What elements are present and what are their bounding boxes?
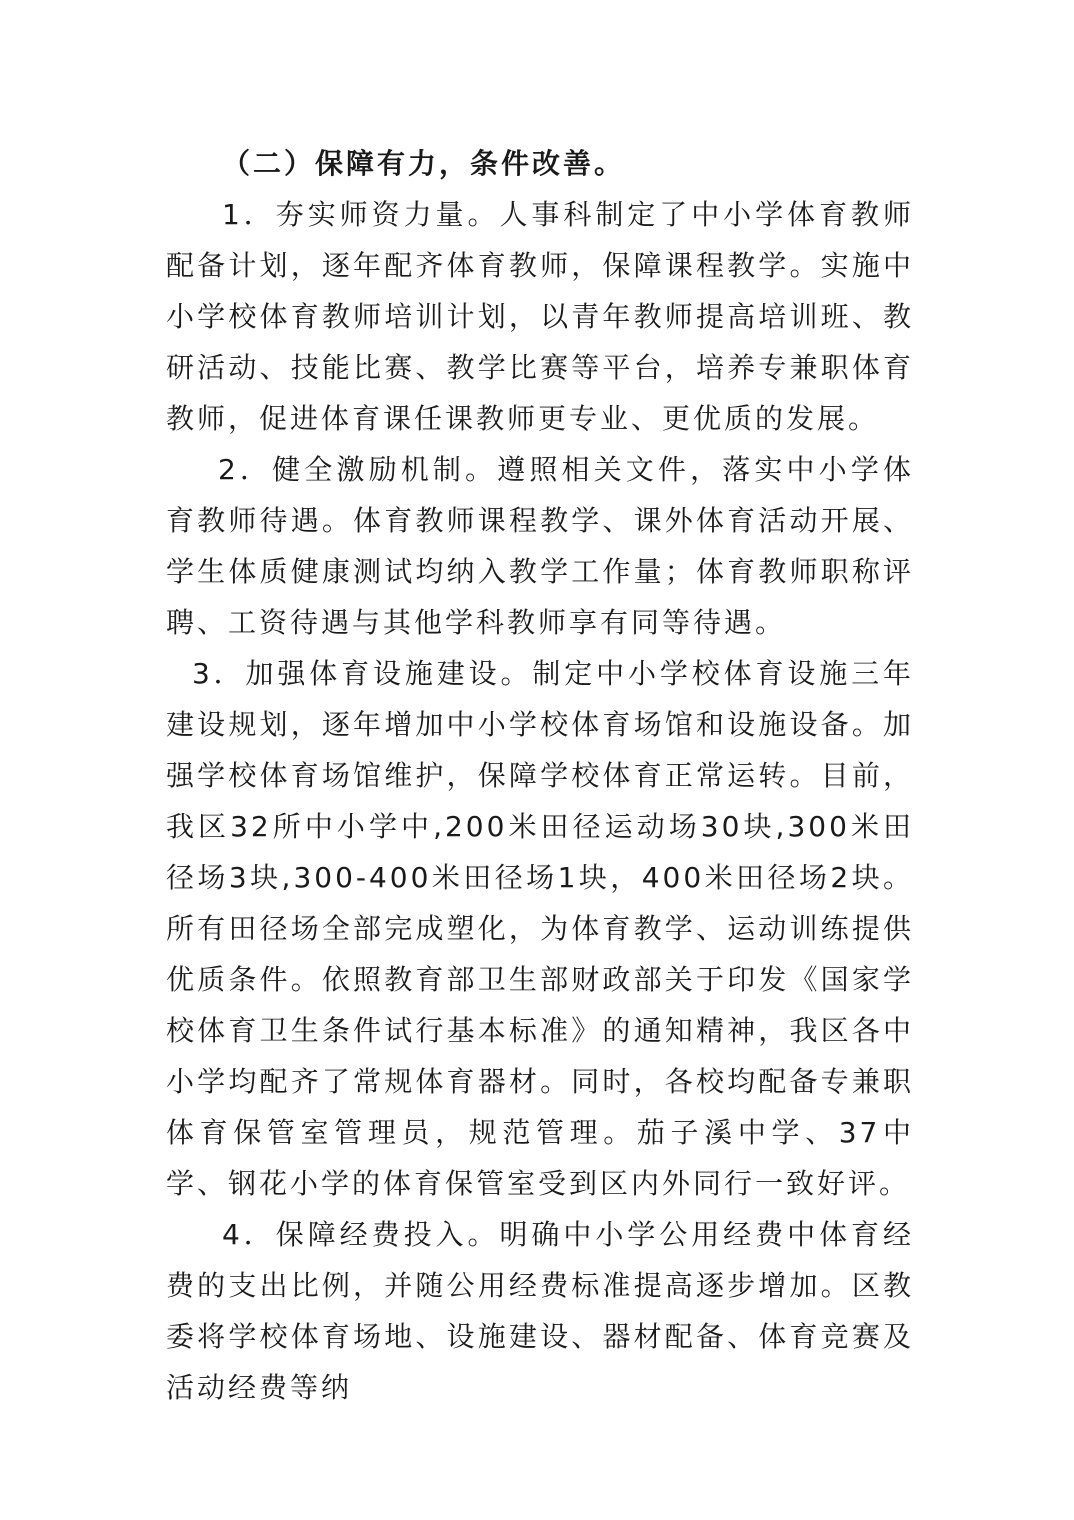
paragraph-teacher-strength: 1．夯实师资力量。人事科制定了中小学体育教师配备计划，逐年配齐体育教师，保障课程教学。实施中小学校体育教师培训计划，以青年教师提高培训班、教研活动、技能比赛、教学比赛等平台，培养专兼职体育教师，促进体育课任课教师更专业、更优质的发展。	[166, 198, 914, 435]
paragraph-facility-construction: 3．加强体育设施建设。制定中小学校体育设施三年建设规划，逐年增加中小学校体育场馆和设施设备。加强学校体育场馆维护，保障学校体育正常运转。目前，我区32所中小学中,200米田径运动场30块,300米田径场3块,300-400米田径场1块，400米田径场2块。所有田径场全部完成塑化，为体育教学、运动训练提供优质条件。依照教育部卫生部财政部关于印发《国家学校体育卫生条件试行基本标准》的通知精神，我区各中小学均配齐了常规体育器材。同时，各校均配备专兼职体育保管室管理员，规范管理。茄子溪中学、37中学、钢花小学的体育保管室受到区内外同行一致好评。	[166, 657, 914, 1200]
paragraph-incentive-mechanism: 2．健全激励机制。遵照相关文件，落实中小学体育教师待遇。体育教师课程教学、课外体育活动开展、学生体质健康测试均纳入教学工作量；体育教师职称评聘、工资待遇与其他学科教师享有同等待遇。	[166, 453, 914, 639]
document-body	[166, 138, 914, 1413]
section-heading: （二）保障有力，条件改善。	[222, 147, 626, 180]
paragraph-funding-input: 4．保障经费投入。明确中小学公用经费中体育经费的支出比例，并随公用经费标准提高逐步增加。区教委将学校体育场地、设施建设、器材配备、体育竞赛及活动经费等纳	[166, 1218, 914, 1404]
